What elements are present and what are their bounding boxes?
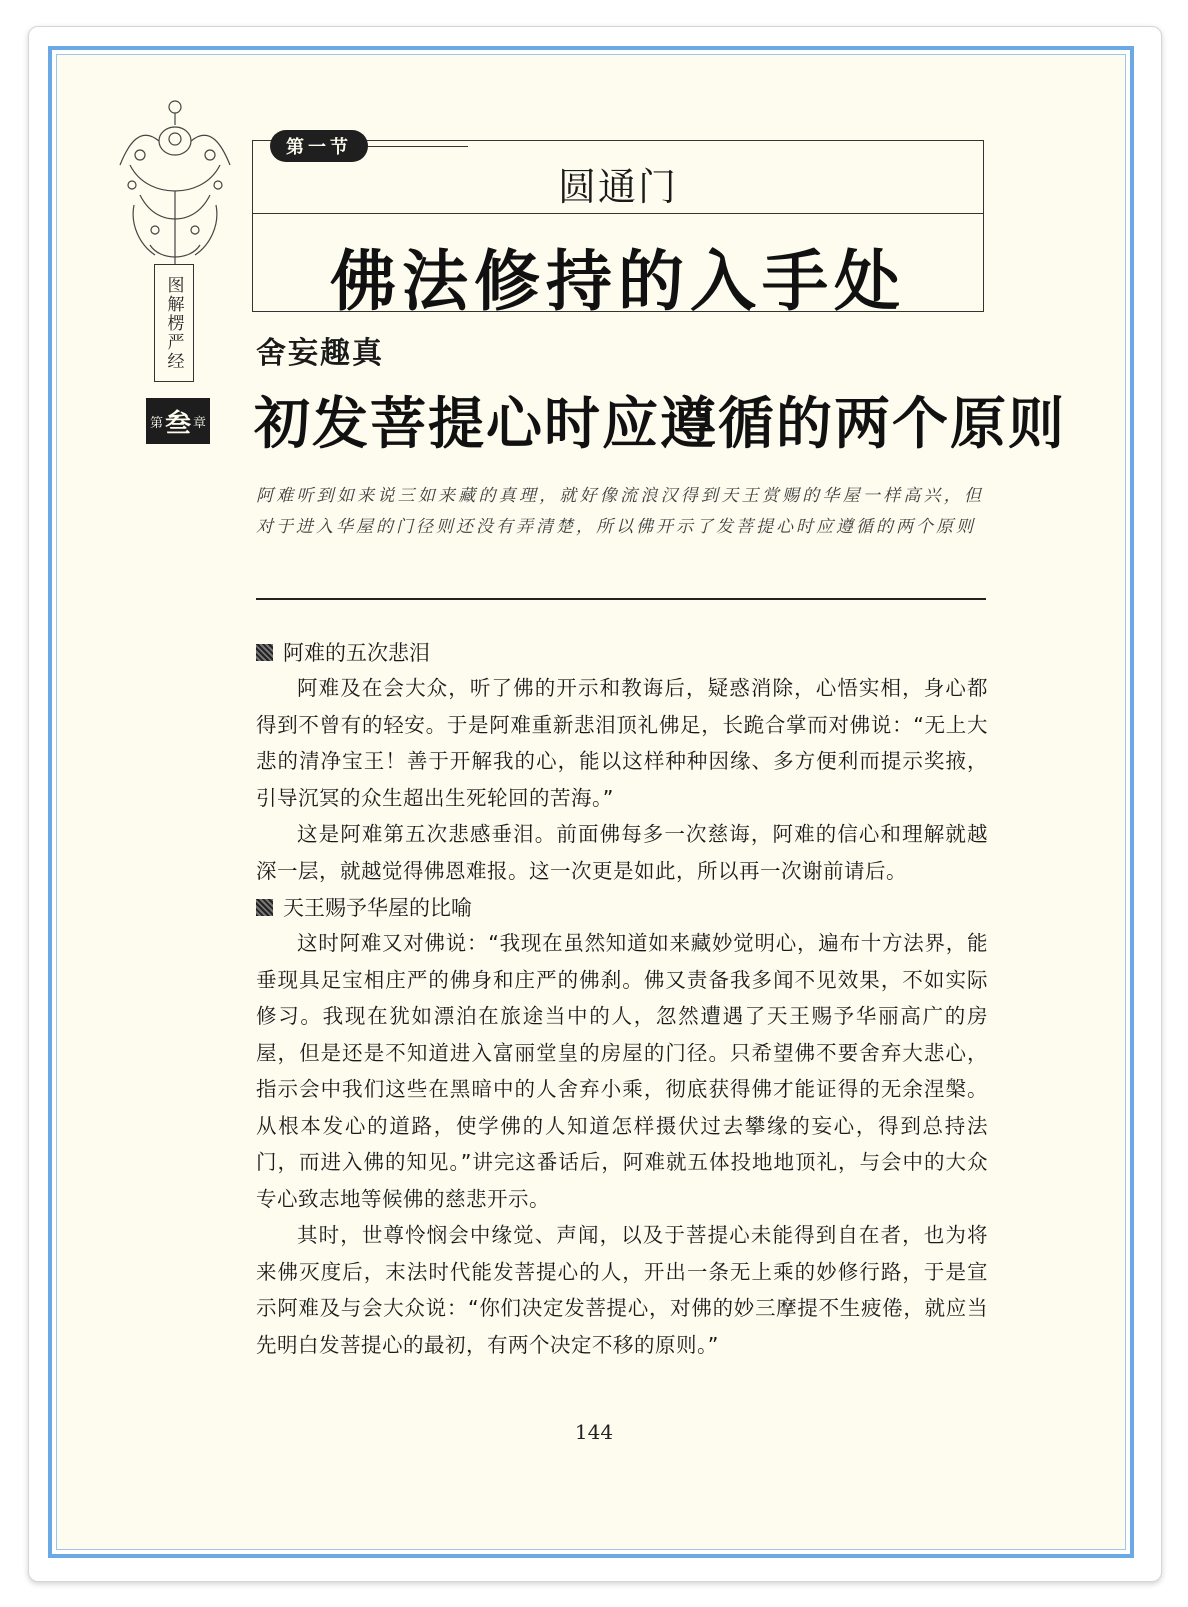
divider-rule: [256, 598, 986, 600]
section-heading-text: 天王赐予华屋的比喻: [283, 896, 472, 920]
paragraph: 阿难及在会大众，听了佛的开示和教诲后，疑惑消除，心悟实相，身心都得到不曾有的轻安。于是阿难重新悲泪顶礼佛足，长跪合掌而对佛说：“无上大悲的清净宝王！善于开解我的心，能以这样种种因缘、多方便利而提示奖掖，引导沉冥的众生超出生死轮回的苦海。”: [256, 676, 988, 810]
section-heading: [256, 889, 988, 925]
page-number: 144: [574, 1420, 614, 1444]
chapter-prefix: 第: [149, 415, 163, 431]
chapter-marker: [146, 398, 210, 444]
heading-divider: [253, 213, 983, 214]
lotus-ornament-icon: [110, 95, 240, 275]
paragraph: 这时阿难又对佛说：“我现在虽然知道如来藏妙觉明心，遍布十方法界，能垂现具足宝相庄严的佛身和庄严的佛刹。佛又责备我多闻不见效果，不如实际修习。我现在犹如漂泊在旅途当中的人，忽然遭遇了天王赐予华丽高广的房屋，但是还是不知道进入富丽堂皇的房屋的门径。只希望佛不要舍弃大悲心，指示会中我们这些在黑暗中的人舍弃小乘，彻底获得佛才能证得的无余涅槃。从根本发心的道路，使学佛的人知道怎样摄伏过去攀缘的妄心，得到总持法门，而进入佛的知见。”讲完这番话后，阿难就五体投地地顶礼，与会中的大众专心致志地等候佛的慈悲开示。: [256, 931, 988, 1211]
book-title-label: 图解楞严经: [163, 275, 184, 371]
section-label: 第一节: [270, 130, 368, 162]
article-headline: 初发菩提心时应遵循的两个原则: [254, 391, 1066, 457]
article-kicker: 舍妄趣真: [256, 336, 384, 371]
section-pill-line: [368, 146, 468, 147]
square-bullet-icon: [256, 899, 273, 916]
article-intro: 阿难听到如来说三如来藏的真理，就好像流浪汉得到天王赏赐的华屋一样高兴，但对于进入华屋的门径则还没有弄清楚，所以佛开示了发菩提心时应遵循的两个原则: [256, 486, 984, 537]
section-heading: [256, 634, 988, 670]
page-title: 佛法修持的入手处: [330, 242, 906, 320]
section-subtitle: 圆通门: [557, 165, 678, 209]
section-heading-text: 阿难的五次悲泪: [283, 641, 430, 665]
paragraph: 这是阿难第五次悲感垂泪。前面佛每多一次慈诲，阿难的信心和理解就越深一层，就越觉得佛恩难报。这一次更是如此，所以再一次谢前请后。: [256, 822, 988, 883]
paragraph: 其时，世尊怜悯会中缘觉、声闻，以及于菩提心未能得到自在者，也为将来佛灭度后，末法时代能发菩提心的人，开出一条无上乘的妙修行路，于是宣示阿难及与会大众说：“你们决定发菩提心，对佛的妙三摩提不生疲倦，就应当先明白发菩提心的最初，有两个决定不移的原则。”: [256, 1223, 988, 1357]
chapter-suffix: 章: [193, 415, 207, 431]
square-bullet-icon: [256, 644, 273, 661]
chapter-number: 叁: [164, 408, 191, 439]
article-body: [256, 634, 988, 1363]
book-title-tag: [154, 264, 194, 382]
